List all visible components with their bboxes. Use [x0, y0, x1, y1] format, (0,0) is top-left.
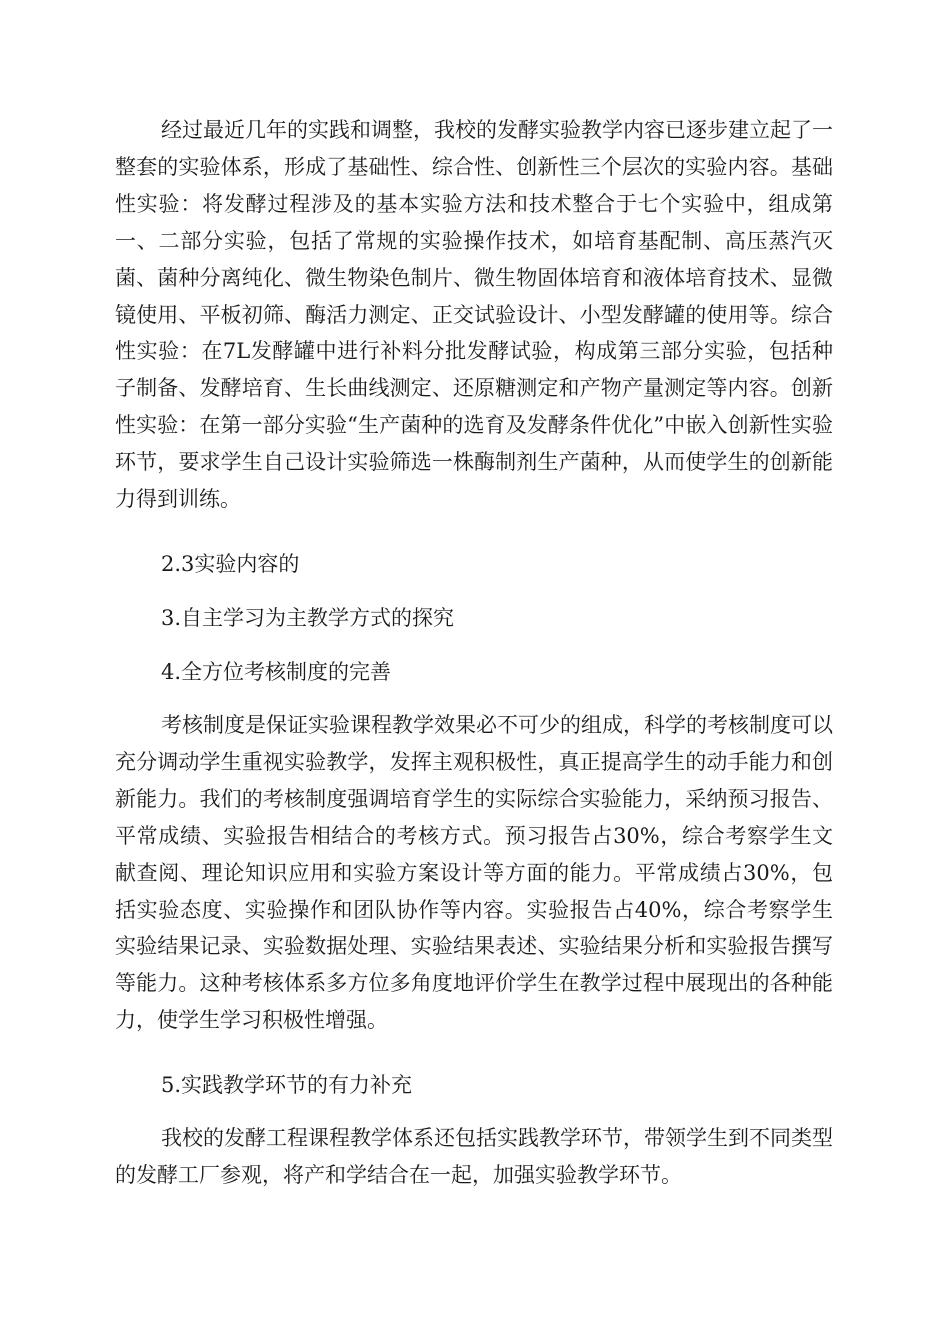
heading-2-3-experiment-content: 2.3实验内容的 [161, 552, 300, 576]
paragraph-experiment-system: 经过最近几年的实践和调整，我校的发酵实验教学内容已逐步建立起了一整套的实验体系，形成了基础性、综合性、创新性三个层次的实验内容。基础性实验：将发酵过程涉及的基本实验方法和技术整合于七个实验中，组成第一、二部分实验，包括了常规的实验操作技术，如培育基配制、高压蒸汽灭菌、菌种分离纯化、微生物染色制片、微生物固体培育和液体培育技术、显微镜使用、平板初筛、酶活力测定、正交试验设计、小型发酵罐的使用等。综合性实验：在7L发酵罐中进行补料分批发酵试验，构成第三部分实验，包括种子制备、发酵培育、生长曲线测定、还原糖测定和产物产量测定等内容。创新性实验：在第一部分实验“生产菌种的选育及发酵条件优化”中嵌入创新性实验环节，要求学生自己设计实验筛选一株酶制剂生产菌种，从而使学生的创新能力得到训练。 [115, 118, 833, 512]
paragraph-assessment-system: 考核制度是保证实验课程教学效果必不可少的组成，科学的考核制度可以充分调动学生重视实验教学，发挥主观积极性，真正提高学生的动手能力和创新能力。我们的考核制度强调培育学生的实际综合实验能力，采纳预习报告、平常成绩、实验报告相结合的考核方式。预习报告占30%，综合考察学生文献查阅、理论知识应用和实验方案设计等方面的能力。平常成绩占30%，包括实验态度、实验操作和团队协作等内容。实验报告占40%，综合考察学生实验结果记录、实验数据处理、实验结果表述、实验结果分析和实验报告撰写等能力。这种考核体系多方位多角度地评价学生在教学过程中展现出的各种能力，使学生学习积极性增强。 [115, 713, 833, 1033]
heading-3-self-learning: 3.自主学习为主教学方式的探究 [161, 606, 455, 630]
paragraph-practice-teaching: 我校的发酵工程课程教学体系还包括实践教学环节，带领学生到不同类型的发酵工厂参观，将产和学结合在一起，加强实验教学环节。 [115, 1126, 833, 1187]
heading-5-practice-teaching: 5.实践教学环节的有力补充 [161, 1073, 413, 1097]
heading-4-assessment-system: 4.全方位考核制度的完善 [161, 660, 392, 684]
